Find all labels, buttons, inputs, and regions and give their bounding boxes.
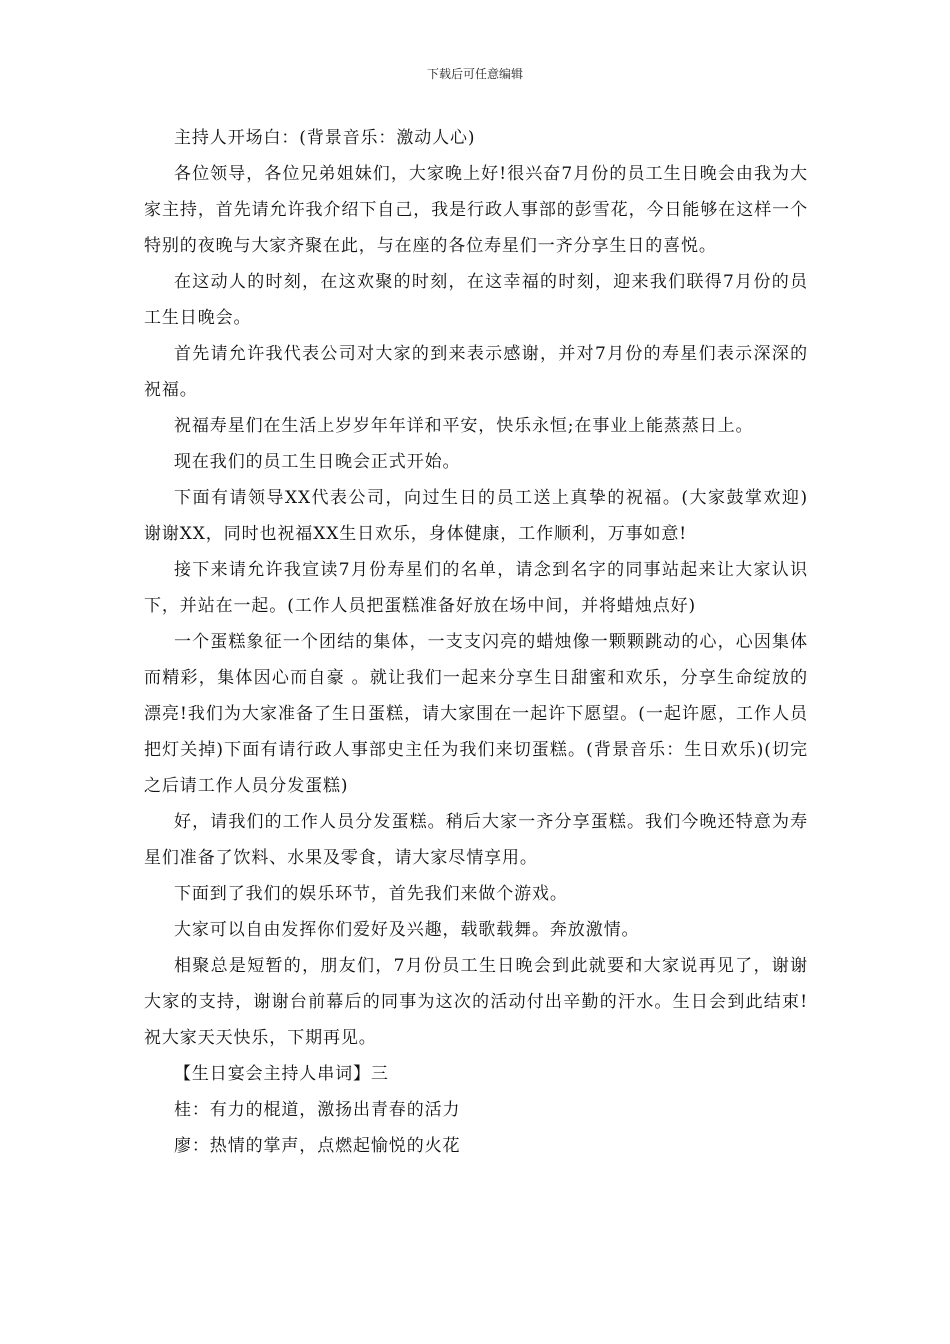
- paragraph: 好，请我们的工作人员分发蛋糕。稍后大家一齐分享蛋糕。我们今晚还特意为寿星们准备了饮料、水果及零食，请大家尽情享用。: [144, 812, 808, 868]
- paragraph: 现在我们的员工生日晚会正式开始。: [174, 452, 461, 472]
- section-heading: 【生日宴会主持人串词】三: [174, 1064, 389, 1084]
- paragraph: 下面有请领导XX代表公司，向过生日的员工送上真挚的祝福。(大家鼓掌欢迎) 谢谢XX，同时也祝福XX生日欢乐，身体健康，工作顺利，万事如意!: [144, 488, 808, 544]
- paragraph: 大家可以自由发挥你们爱好及兴趣，载歌载舞。奔放激情。: [174, 920, 640, 940]
- paragraph: 在这动人的时刻，在这欢聚的时刻，在这幸福的时刻，迎来我们联得7月份的员工生日晚会。: [144, 272, 808, 328]
- paragraph: 下面到了我们的娱乐环节，首先我们来做个游戏。: [174, 884, 568, 904]
- paragraph: 接下来请允许我宣读7月份寿星们的名单，请念到名字的同事站起来让大家认识下，并站在一起。(工作人员把蛋糕准备好放在场中间，并将蜡烛点好): [144, 560, 808, 616]
- paragraph: 主持人开场白：(背景音乐：激动人心): [174, 128, 476, 148]
- paragraph: 相聚总是短暂的，朋友们，7月份员工生日晚会到此就要和大家说再见了，谢谢大家的支持，谢谢台前幕后的同事为这次的活动付出辛勤的汗水。生日会到此结束!祝大家天天快乐，下期再见。: [144, 956, 808, 1048]
- paragraph: 桂：有力的棍道，激扬出青春的活力: [174, 1100, 461, 1120]
- paragraph: 首先请允许我代表公司对大家的到来表示感谢，并对7月份的寿星们表示深深的祝福。: [144, 344, 808, 400]
- paragraph: 廖：热情的掌声，点燃起愉悦的火花: [174, 1136, 461, 1156]
- page-header-note: 下载后可任意编辑: [426, 67, 523, 81]
- document-body: [144, 120, 808, 1164]
- paragraph: 各位领导，各位兄弟姐妹们，大家晚上好!很兴奋7月份的员工生日晚会由我为大家主持，首先请允许我介绍下自己，我是行政人事部的彭雪花，今日能够在这样一个特别的夜晚与大家齐聚在此，与在座的各位寿星们一齐分享生日的喜悦。: [144, 164, 808, 256]
- paragraph: 一个蛋糕象征一个团结的集体，一支支闪亮的蜡烛像一颗颗跳动的心，心因集体而精彩，集体因心而自豪 。就让我们一起来分享生日甜蜜和欢乐，分享生命绽放的漂亮!我们为大家准备了生日蛋糕，请大家围在一起许下愿望。(一起许愿，工作人员把灯关掉)下面有请行政人事部史主任为我们来切蛋糕。(背景音乐：生日欢乐)(切完之后请工作人员分发蛋糕): [144, 632, 808, 796]
- paragraph: 祝福寿星们在生活上岁岁年年详和平安，快乐永恒;在事业上能蒸蒸日上。: [174, 416, 754, 436]
